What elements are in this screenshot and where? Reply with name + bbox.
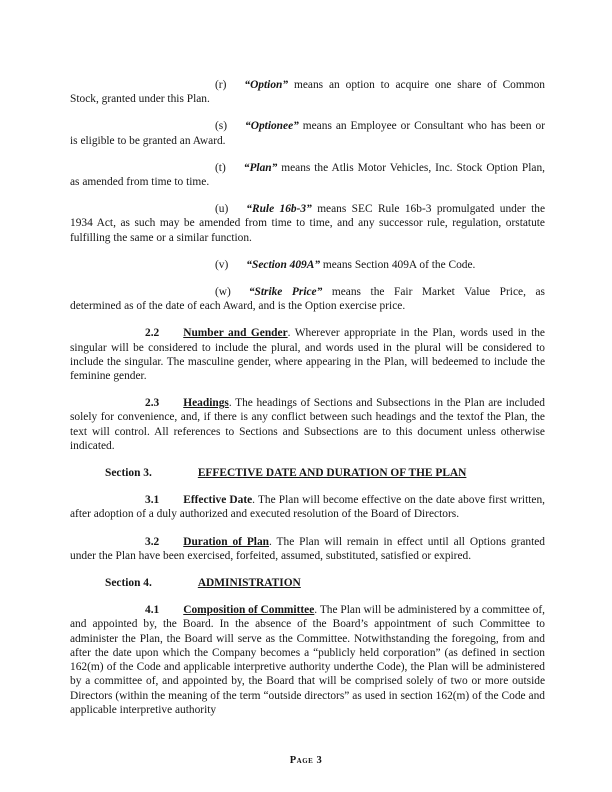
definition-term: “Option” xyxy=(244,79,289,91)
definition-term: “Plan” xyxy=(243,161,278,174)
document-content xyxy=(70,78,545,730)
section-heading-row xyxy=(105,466,545,480)
definition-marker: (v) xyxy=(215,258,229,271)
subsection-paragraph: 4.1 Composition of Committee. The Plan will be administered by a committee of, and appointed by, the Board. In the absence of the Board’s appointment of such Committee to administer the Plan, the Board will serve as the Committee. Notwithstanding the foregoing, from and after the date upon which the Company becomes a “publicly held corporation” (as defined in section 162(m) of the Code and applicable interpretive authority underthe Code), the Plan will be administered by a committee of, and appointed by, the Board that will be comprised solely of two or more outside Directors (within the meaning of the term “outside directors” as used in section 162(m) of the Code and applicable interpretive authority xyxy=(70,604,545,716)
definition-paragraph: (v) “Section 409A” means Section 409A of the Code. xyxy=(215,258,476,271)
subsection-number: 4.1 xyxy=(145,604,160,617)
subsection-number: 2.3 xyxy=(145,397,160,410)
definition-marker: (t) xyxy=(215,161,226,174)
definition-paragraph: (t) “Plan” means the Atlis Motor Vehicles, Inc. Stock Option Plan, as amended from time to time. xyxy=(70,161,545,189)
subsection-heading: Effective Date xyxy=(183,494,253,507)
subsection-heading: Headings xyxy=(183,397,229,410)
subsection-number: 3.2 xyxy=(145,535,160,548)
page-number: Page 3 xyxy=(289,755,323,766)
section-heading-row xyxy=(105,576,545,590)
subsection-number: 3.1 xyxy=(145,494,160,507)
subsection-heading: Composition of Committee xyxy=(183,604,315,617)
definition-marker: (r) xyxy=(215,79,227,91)
definition-marker: (s) xyxy=(215,120,228,133)
section-label: Section 3. xyxy=(105,467,152,480)
section-heading: EFFECTIVE DATE AND DURATION OF THE PLAN xyxy=(197,467,467,480)
subsection-heading: Number and Gender xyxy=(183,327,288,340)
subsection-paragraph: 2.2 Number and Gender. Wherever appropriate in the Plan, words used in the singular will be considered to include the plural, and words used in the plural will be considered to include the singular. The masculine gender, where appearing in the Plan, will bedeemed to include the feminine gender. xyxy=(70,327,545,383)
definition-paragraph: (u) “Rule 16b-3” means SEC Rule 16b-3 promulgated under the 1934 Act, as such may be amended from time to time, and any successor rule, regulation, orstatute fulfilling the same or a similar function. xyxy=(70,203,546,244)
subsection-number: 2.2 xyxy=(145,327,160,340)
definition-term: “Section 409A” xyxy=(246,258,321,271)
subsection-paragraph: 3.1 Effective Date. The Plan will become effective on the date above first written, after adoption of a duly authorized and executed resolution of the Board of Directors. xyxy=(70,494,545,521)
definition-paragraph: (s) “Optionee” means an Employee or Consultant who has been or is eligible to be granted an Award. xyxy=(70,120,545,147)
definition-paragraph: (w) “Strike Price” means the Fair Market Value Price, as determined as of the date of each Award, and is the Option exercise price. xyxy=(70,286,545,313)
definition-marker: (u) xyxy=(215,203,229,216)
section-heading: ADMINISTRATION xyxy=(197,577,301,590)
definition-term: “Optionee” xyxy=(245,120,299,133)
definition-term: “Rule 16b-3” xyxy=(246,203,312,216)
section-label: Section 4. xyxy=(105,577,152,590)
subsection-heading: Duration of Plan xyxy=(183,535,269,548)
subsection-paragraph: 3.2 Duration of Plan. The Plan will remain in effect until all Options granted under the Plan have been exercised, forfeited, assumed, substituted, satisfied or expired. xyxy=(70,535,546,562)
subsection-paragraph: 2.3 Headings. The headings of Sections and Subsections in the Plan are included solely for convenience, and, if there is any conflict between such headings and the textof the Plan, the text will control. All references to Sections and Subsections are to this document unless otherwise indicated. xyxy=(70,397,545,452)
definition-marker: (w) xyxy=(215,286,231,299)
page-footer xyxy=(0,755,612,766)
definition-paragraph: (r) “Option” means an option to acquire one share of Common Stock, granted under this Plan. xyxy=(70,79,545,106)
definition-term: “Strike Price” xyxy=(248,286,323,299)
